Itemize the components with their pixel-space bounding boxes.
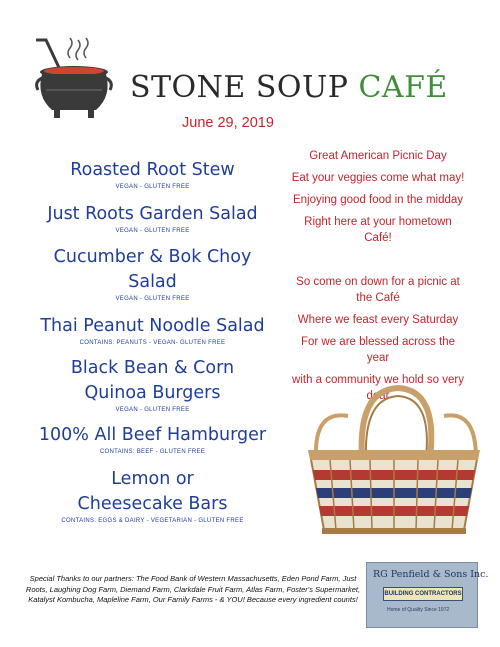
poem-line: Enjoying good food in the midday bbox=[292, 194, 464, 206]
thanks-paragraph: Special Thanks to our partners: The Food Bank of Western Massachusetts, Eden Pond Farm, Just Roots, Laughing Dog Farm, Diemand Farm, Clarkdale Fruit Farm, Atlas Farm, Foster's Supermarket, Katalyst Kombucha, Mapleline Farm, Our Family Farms - & YOU! Because every ingredient counts! bbox=[25, 574, 361, 604]
dish-name: 100% All Beef Hamburger bbox=[38, 425, 267, 445]
menu-item bbox=[0, 467, 305, 524]
dish-name: Thai Peanut Noodle Salad bbox=[40, 316, 265, 336]
sponsor-subtitle: BUILDING CONTRACTORS bbox=[384, 591, 462, 597]
poem-line: So come on down for a picnic at the Café bbox=[296, 276, 460, 304]
picnic-basket-icon bbox=[300, 380, 485, 540]
menu-item bbox=[0, 423, 305, 455]
sponsor-name: RG Penfield & Sons Inc. bbox=[373, 569, 489, 580]
menu-item bbox=[0, 314, 305, 346]
dish-name: Lemon or Cheesecake Bars bbox=[77, 469, 228, 514]
menu-item bbox=[0, 245, 305, 302]
poem-line: Great American Picnic Day bbox=[309, 150, 447, 162]
sponsor-sign bbox=[366, 562, 489, 628]
dish-tags: CONTAINS: PEANUTS - VEGAN- GLUTEN FREE bbox=[79, 340, 226, 346]
brand-title bbox=[130, 70, 448, 110]
dish-name: Black Bean & Corn Quinoa Burgers bbox=[70, 358, 235, 403]
sponsor-band bbox=[383, 587, 463, 601]
poem bbox=[278, 148, 478, 404]
menu-item bbox=[0, 356, 305, 413]
sponsor-note: Home of Quality Since 1972 bbox=[387, 607, 450, 613]
poem-line: For we are blessed across the year bbox=[300, 336, 456, 364]
dish-name: Just Roots Garden Salad bbox=[47, 204, 258, 224]
poem-line: Right here at your hometown Café! bbox=[304, 216, 452, 244]
poem-line: Eat your veggies come what may! bbox=[291, 172, 465, 184]
dish-tags: VEGAN - GLUTEN FREE bbox=[115, 407, 190, 413]
poem-line: Where we feast every Saturday bbox=[297, 314, 459, 326]
dish-name: Roasted Root Stew bbox=[70, 160, 235, 180]
menu-list bbox=[0, 158, 305, 524]
dish-tags: VEGAN - GLUTEN FREE bbox=[115, 228, 190, 234]
dish-tags: VEGAN - GLUTEN FREE bbox=[115, 184, 190, 190]
menu-item bbox=[0, 202, 305, 234]
menu-item bbox=[0, 158, 305, 190]
brand-stone-soup: STONE SOUP bbox=[130, 70, 349, 105]
dish-tags: VEGAN - GLUTEN FREE bbox=[115, 296, 190, 302]
brand-cafe: CAFÉ bbox=[358, 70, 448, 105]
dish-tags: CONTAINS: BEEF - GLUTEN FREE bbox=[99, 449, 206, 455]
soup-pot-icon bbox=[22, 34, 122, 126]
poem-line: with a community we hold so very dear bbox=[292, 374, 464, 402]
dish-tags: CONTAINS: EGGS & DAIRY - VEGETARIAN - GLUTEN FREE bbox=[61, 518, 244, 524]
dish-name: Cucumber & Bok Choy Salad bbox=[53, 247, 252, 292]
menu-date: June 29, 2019 bbox=[182, 115, 274, 131]
